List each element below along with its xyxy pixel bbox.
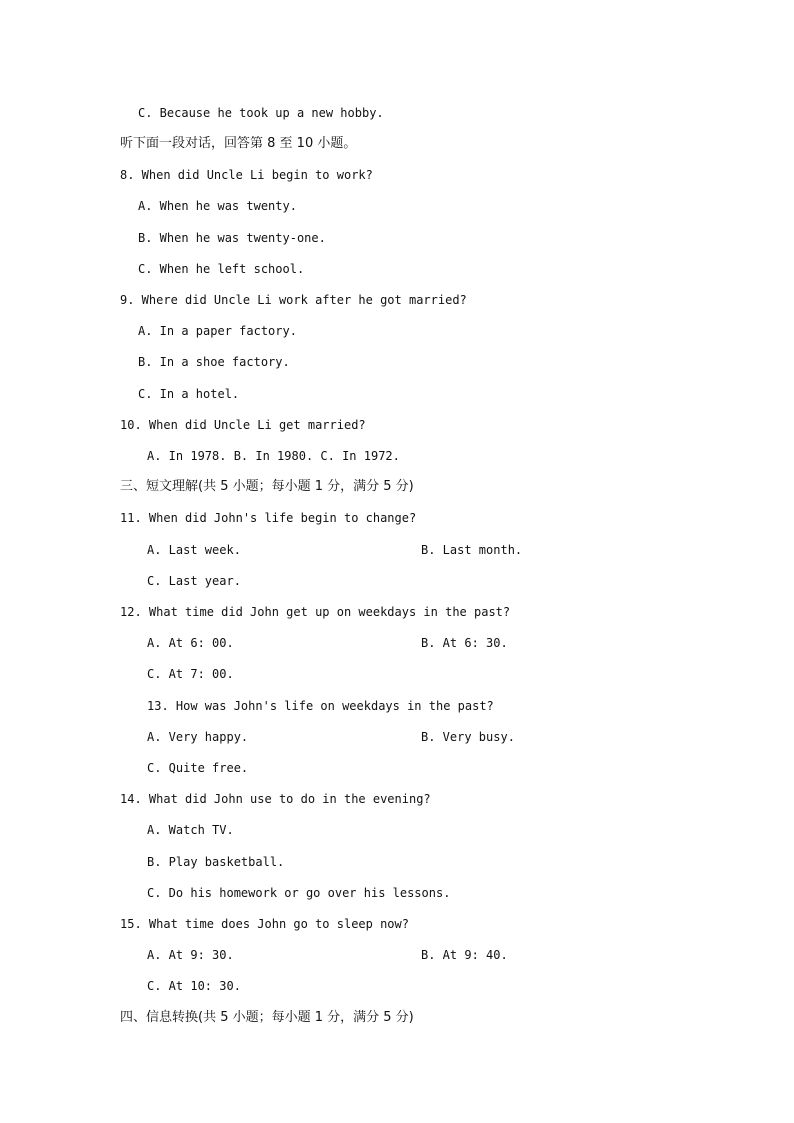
question-11: 11. When did John's life begin to change?: [120, 511, 417, 525]
question-9-option-a: A. In a paper factory.: [138, 324, 297, 338]
question-10-options: A. In 1978. B. In 1980. C. In 1972.: [147, 449, 400, 463]
question-15-option-c: C. At 10: 30.: [147, 979, 241, 993]
question-12-option-a: A. At 6: 00.: [147, 636, 234, 650]
q7-option-c: C. Because he took up a new hobby.: [138, 106, 384, 120]
question-15-option-a: A. At 9: 30.: [147, 948, 234, 962]
question-12-option-c: C. At 7: 00.: [147, 667, 234, 681]
question-12: 12. What time did John get up on weekdays in the past?: [120, 605, 511, 619]
section-4-heading: 四、信息转换(共 5 小题；每小题 1 分，满分 5 分): [120, 1010, 414, 1025]
question-9-option-b: B. In a shoe factory.: [138, 355, 290, 369]
question-8-option-a: A. When he was twenty.: [138, 199, 297, 213]
question-14-option-b: B. Play basketball.: [147, 855, 285, 869]
question-8-option-b: B. When he was twenty-one.: [138, 231, 326, 245]
question-8-option-c: C. When he left school.: [138, 262, 305, 276]
question-13-option-c: C. Quite free.: [147, 761, 249, 775]
question-14-option-c: C. Do his homework or go over his lessons.: [147, 886, 451, 900]
question-15-option-b: B. At 9: 40.: [421, 948, 508, 962]
question-8: 8. When did Uncle Li begin to work?: [120, 168, 373, 182]
question-14: 14. What did John use to do in the evening?: [120, 792, 431, 806]
question-11-option-a: A. Last week.: [147, 543, 241, 557]
question-15: 15. What time does John go to sleep now?: [120, 917, 409, 931]
question-11-option-b: B. Last month.: [421, 543, 523, 557]
question-13: 13. How was John's life on weekdays in the past?: [147, 699, 494, 713]
question-9: 9. Where did Uncle Li work after he got married?: [120, 293, 467, 307]
question-12-option-b: B. At 6: 30.: [421, 636, 508, 650]
section-3-heading: 三、短文理解(共 5 小题；每小题 1 分，满分 5 分): [120, 479, 414, 494]
question-10: 10. When did Uncle Li get married?: [120, 418, 366, 432]
question-14-option-a: A. Watch TV.: [147, 823, 234, 837]
question-11-option-c: C. Last year.: [147, 574, 241, 588]
section-instruction-q8-10: 听下面一段对话，回答第 8 至 10 小题。: [120, 136, 357, 151]
question-13-option-a: A. Very happy.: [147, 730, 249, 744]
question-13-option-b: B. Very busy.: [421, 730, 515, 744]
question-9-option-c: C. In a hotel.: [138, 387, 240, 401]
